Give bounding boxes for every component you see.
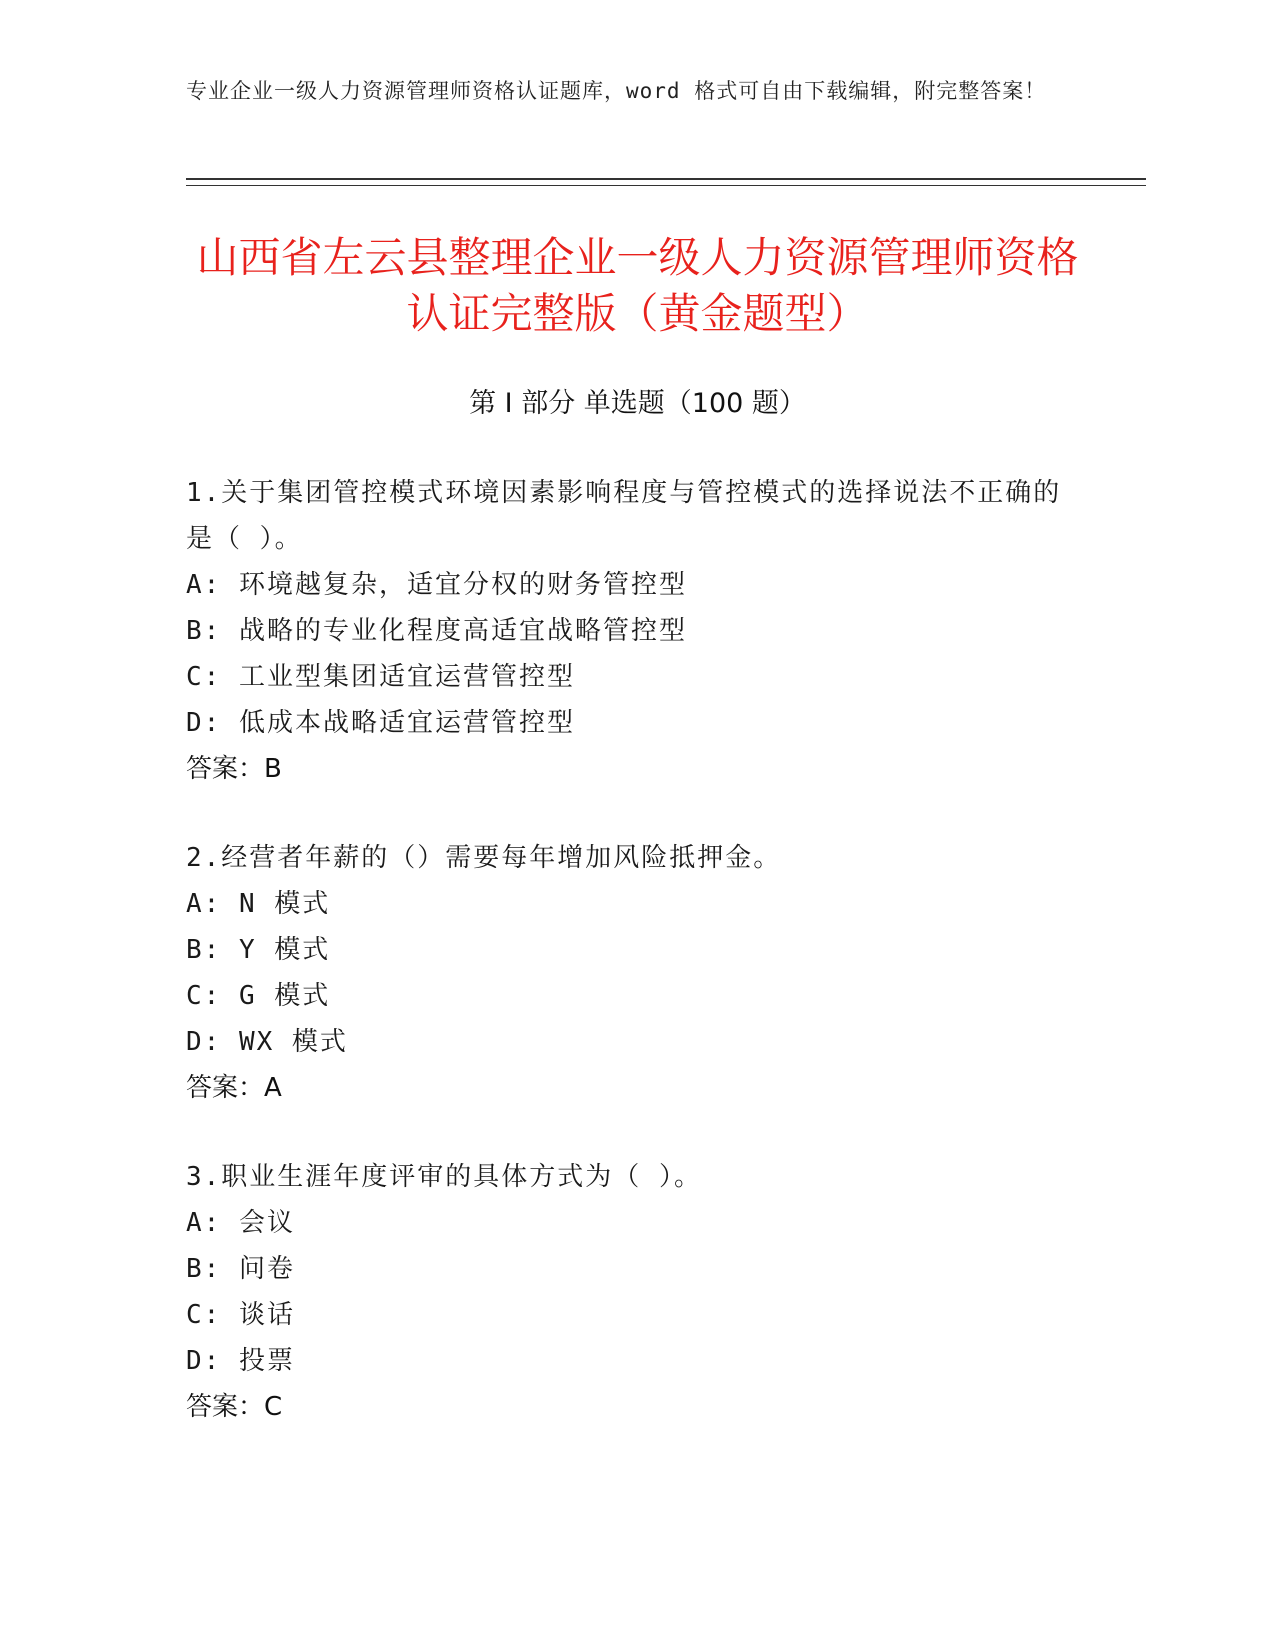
option-b: B: 战略的专业化程度高适宜战略管控型 (186, 616, 687, 646)
answer: 答案：B (186, 754, 282, 784)
option-a: A: 会议 (186, 1208, 295, 1238)
header-divider-thin (186, 185, 1146, 186)
option-a: A: N 模式 (186, 889, 331, 919)
question-stem: 3.职业生涯年度评审的具体方式为（ ）。 (186, 1162, 702, 1192)
question-stem: 2.经营者年薪的（）需要每年增加风险抵押金。 (186, 843, 782, 873)
question-3 (186, 1154, 1066, 1430)
option-b: B: 问卷 (186, 1254, 295, 1284)
option-d: D: 投票 (186, 1346, 295, 1376)
question-1 (186, 470, 1066, 792)
header-divider-thick (186, 178, 1146, 180)
option-c: C: G 模式 (186, 981, 331, 1011)
option-c: C: 谈话 (186, 1300, 295, 1330)
option-d: D: 低成本战略适宜运营管控型 (186, 708, 575, 738)
question-list (186, 470, 1066, 1473)
question-2 (186, 835, 1066, 1111)
document-title: 山西省左云县整理企业一级人力资源管理师资格认证完整版（黄金题型） (196, 233, 1079, 338)
option-a: A: 环境越复杂，适宜分权的财务管控型 (186, 570, 687, 600)
option-c: C: 工业型集团适宜运营管控型 (186, 662, 575, 692)
option-b: B: Y 模式 (186, 935, 331, 965)
section-title: 第 I 部分 单选题（100 题） (469, 388, 806, 419)
answer: 答案：C (186, 1392, 283, 1422)
option-d: D: WX 模式 (186, 1027, 348, 1057)
header-note: 专业企业一级人力资源管理师资格认证题库，word 格式可自由下载编辑，附完整答案！ (186, 79, 1047, 103)
answer: 答案：A (186, 1073, 282, 1103)
question-stem: 1.关于集团管控模式环境因素影响程度与管控模式的选择说法不正确的是（ ）。 (186, 478, 1062, 554)
